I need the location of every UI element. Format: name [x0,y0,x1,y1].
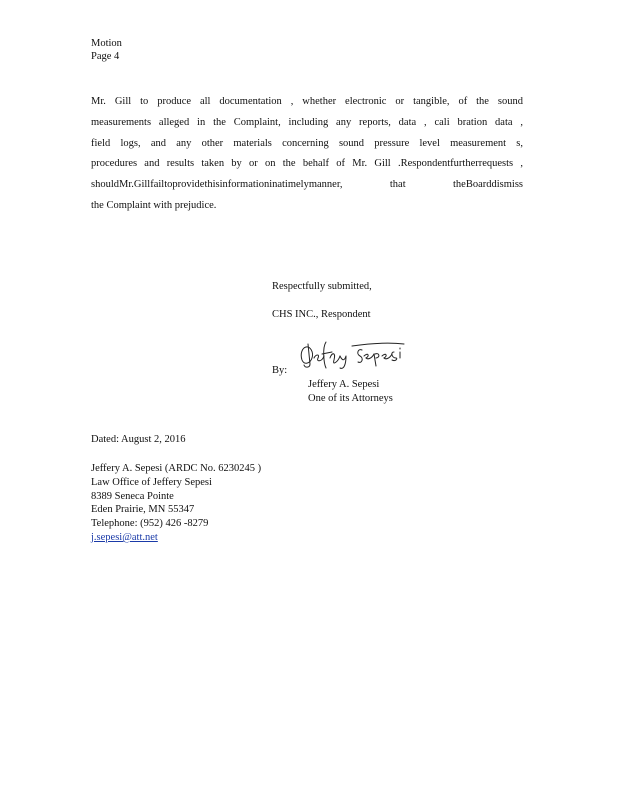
body-line: Mr. Gill to produce all documentation , whether electronic or tangible, of the sound [91,96,523,107]
contact-street: 8389 Seneca Pointe [91,491,174,502]
header-title: Motion [91,38,122,49]
body-line: shouldMr.Gillfailtoprovidethisinformationinatimelymanner, that theBoarddismiss [91,179,523,191]
body-paragraph [91,92,523,217]
contact-name: Jeffery A. Sepesi (ARDC No. 6230245 ) [91,463,262,474]
by-label: By: [272,365,288,376]
handwritten-signature [296,338,406,372]
dated-line: Dated: August 2, 2016 [91,434,186,445]
contact-phone: Telephone: (952) 426 -8279 [91,518,209,529]
closing-salutation: Respectfully submitted, [272,281,372,292]
header-page-number: Page 4 [91,51,120,62]
contact-firm: Law Office of Jeffery Sepesi [91,477,212,488]
signer-name: Jeffery A. Sepesi [308,379,380,390]
body-line: measurements alleged in the Complaint, including any reports, data , cali bration data , [91,116,523,128]
signer-role: One of its Attorneys [308,393,393,404]
body-line: the Complaint with prejudice. [91,199,217,211]
body-line: procedures and results taken by or on the behalf of Mr. Gill .Respondentfurtherrequests , [91,158,523,170]
contact-city: Eden Prairie, MN 55347 [91,504,195,515]
body-line: field logs, and any other materials concerning sound pressure level measurement s, [91,137,523,149]
contact-email-link[interactable]: j.sepesi@att.net [91,532,158,543]
closing-party: CHS INC., Respondent [272,309,371,320]
